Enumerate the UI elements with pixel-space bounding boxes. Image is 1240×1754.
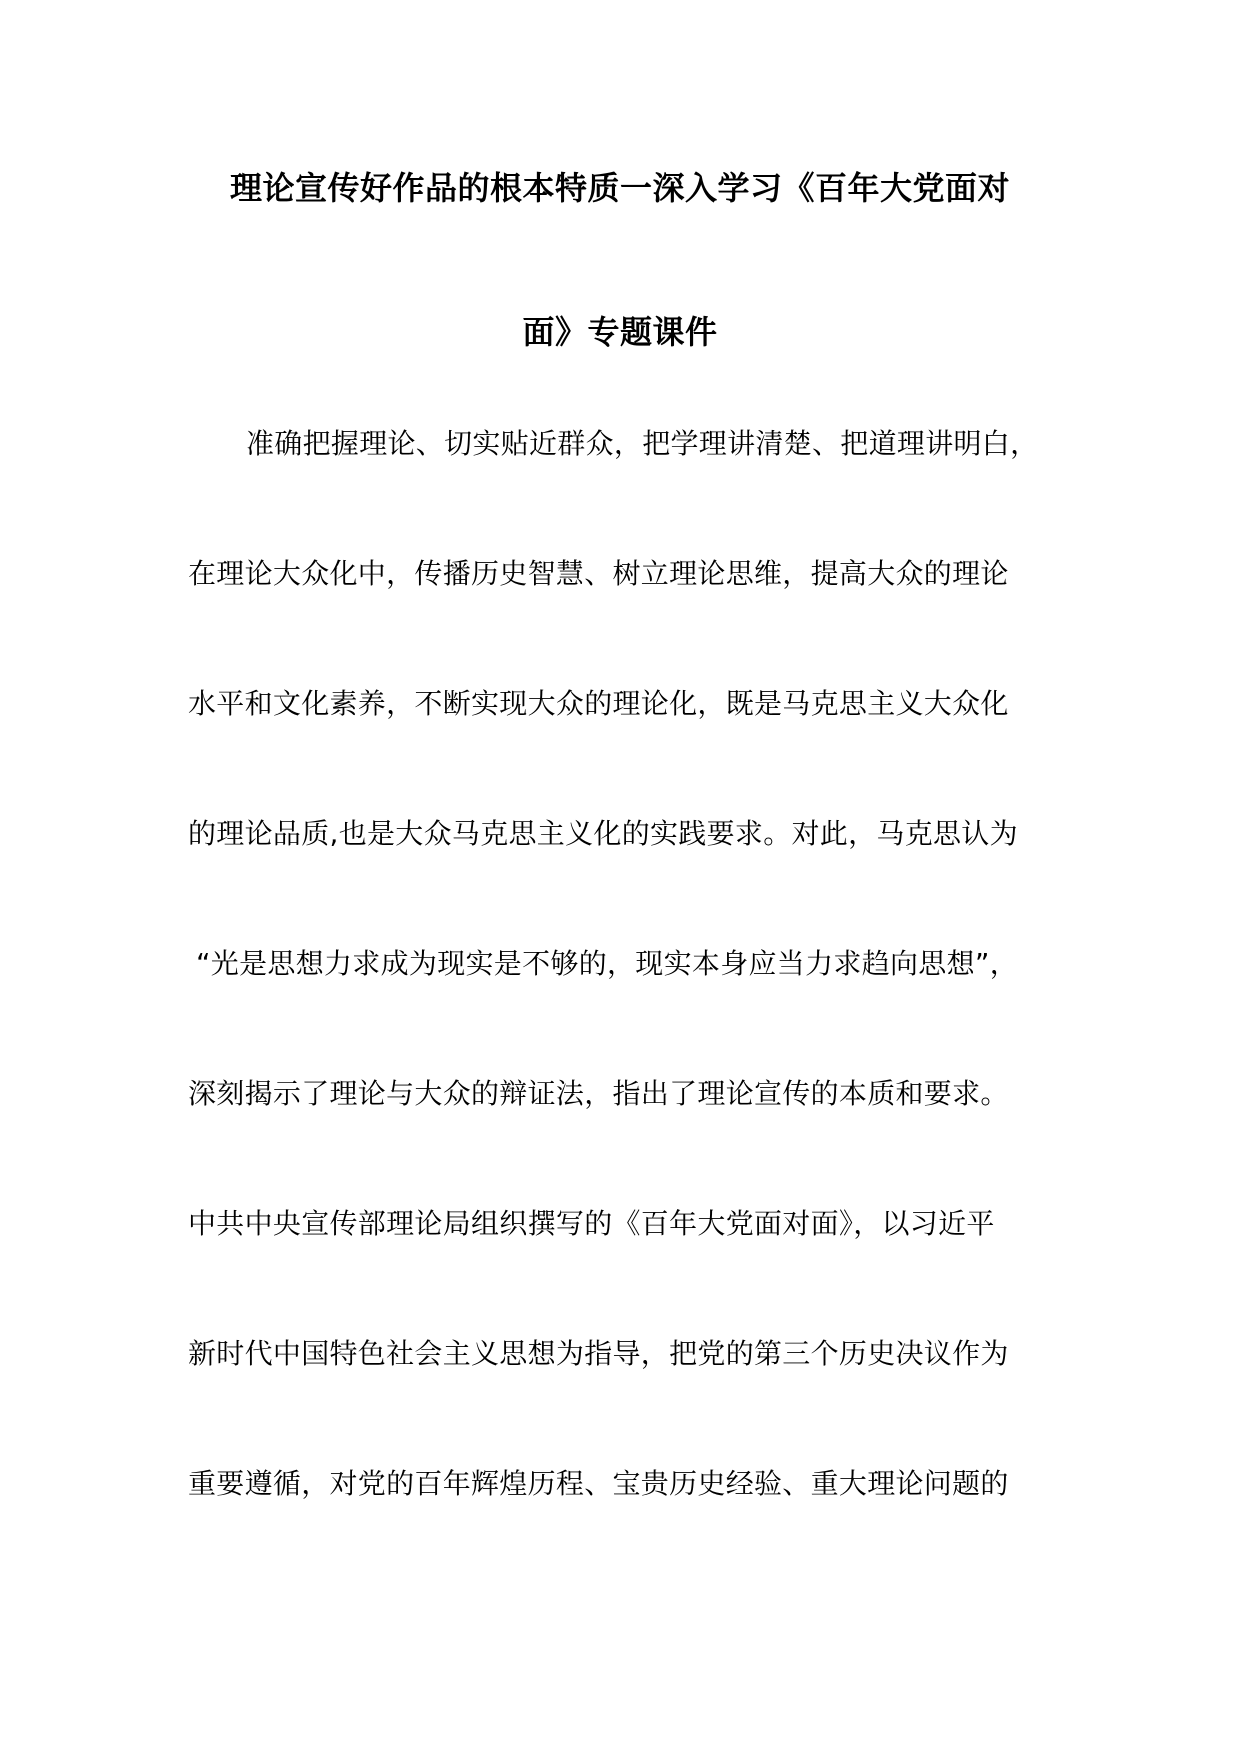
document-title-line-2: 面》专题课件 [522, 313, 718, 351]
body-line-4: 的理论品质,也是大众马克思主义化的实践要求。对此，马克思认为 [188, 817, 1018, 850]
body-line-5: “光是思想力求成为现实是不够的，现实本身应当力求趋向思想”， [196, 947, 1019, 980]
body-line-7: 中共中央宣传部理论局组织撰写的《百年大党面对面》，以习近平 [188, 1207, 995, 1240]
body-line-3: 水平和文化素养，不断实现大众的理论化，既是马克思主义大众化 [188, 687, 1009, 720]
body-line-1: 准确把握理论、切实贴近群众，把学理讲清楚、把道理讲明白， [246, 427, 1039, 460]
body-line-6: 深刻揭示了理论与大众的辩证法，指出了理论宣传的本质和要求。 [188, 1077, 1009, 1110]
body-line-8: 新时代中国特色社会主义思想为指导，把党的第三个历史决议作为 [188, 1337, 1009, 1370]
body-line-2: 在理论大众化中，传播历史智慧、树立理论思维，提高大众的理论 [188, 557, 1009, 590]
document-title-line-1: 理论宣传好作品的根本特质一深入学习《百年大党面对 [229, 169, 1010, 207]
body-line-9: 重要遵循，对党的百年辉煌历程、宝贵历史经验、重大理论问题的 [188, 1467, 1009, 1500]
